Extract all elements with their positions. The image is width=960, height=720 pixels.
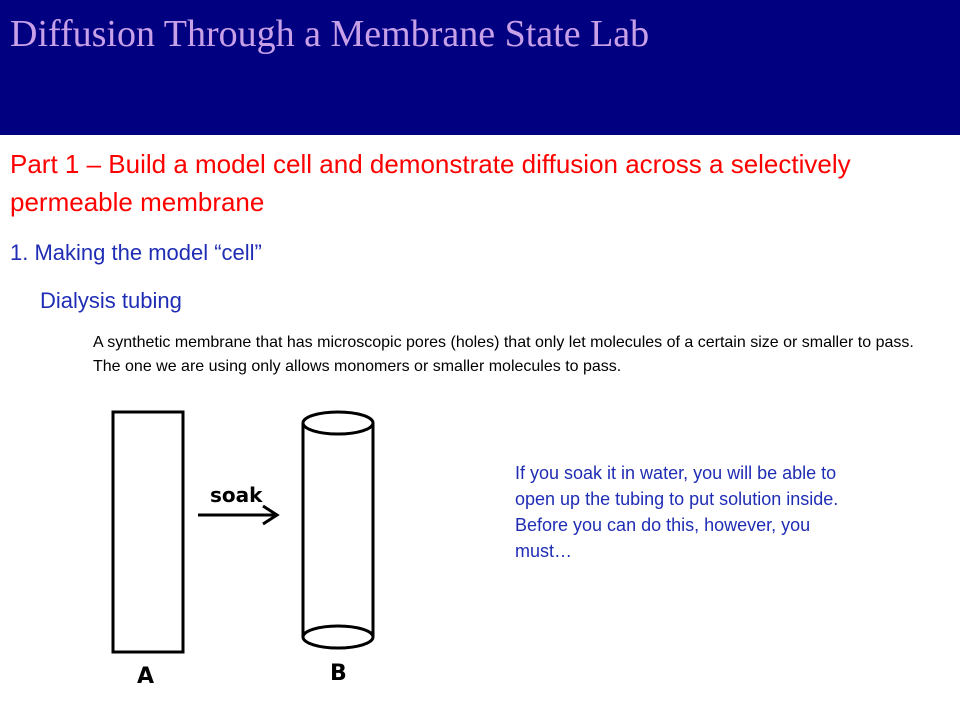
flat-tubing-shape xyxy=(113,412,183,652)
dialysis-tubing-diagram xyxy=(85,405,405,695)
cylinder-top-rim xyxy=(303,412,373,434)
slide-title: Diffusion Through a Membrane State Lab xyxy=(10,13,650,55)
title-bar xyxy=(0,0,960,135)
soak-note: If you soak it in water, you will be able to open up the tubing to put solution inside. Before you can do this, however, you must… xyxy=(515,463,839,561)
soak-label: soak xyxy=(210,483,263,507)
cylinder-bottom-rim-front xyxy=(303,637,373,648)
description-text: A synthetic membrane that has microscopic pores (holes) that only let molecules of a certain size or smaller to pass. The one we are using only allows monomers or smaller molecules to pass. xyxy=(93,334,914,375)
step-heading: 1. Making the model “cell” xyxy=(10,240,262,265)
cylinder-bottom-rim-back xyxy=(303,626,373,637)
sub-heading: Dialysis tubing xyxy=(40,288,182,313)
part-heading: Part 1 – Build a model cell and demonstrate diffusion across a selectively permeable membrane xyxy=(10,149,851,217)
label-b: B xyxy=(330,661,347,686)
label-a: A xyxy=(137,664,155,689)
